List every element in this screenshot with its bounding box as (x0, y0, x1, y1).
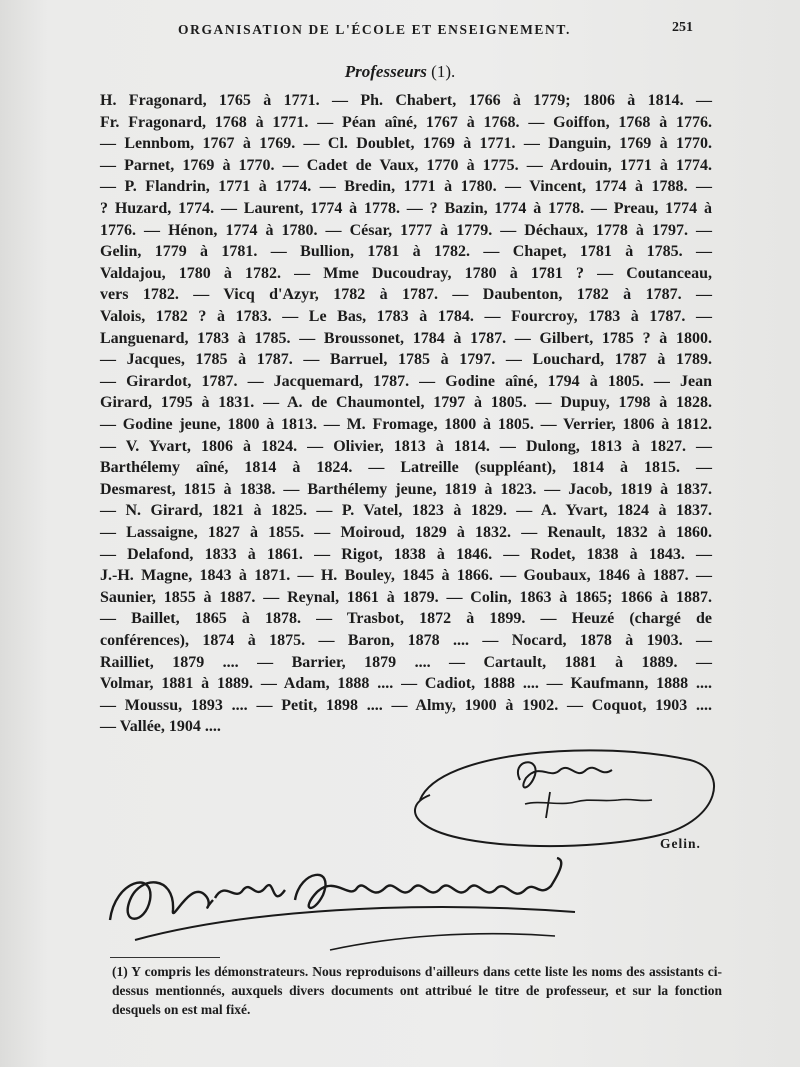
text-line: J.-H. Magne, 1843 à 1871. — H. Bouley, 1845 à 1866. — Goubaux, 1846 à 1887. — (100, 567, 712, 585)
footnote-reference: (1). (431, 62, 456, 81)
text-line: — Godine jeune, 1800 à 1813. — M. Fromage, 1800 à 1805. — Verrier, 1806 à 1812. (100, 416, 712, 433)
text-line: Valois, 1782 ? à 1783. — Le Bas, 1783 à 1784. — Fourcroy, 1783 à 1787. — (100, 308, 712, 325)
text-line: Valdajou, 1780 à 1782. — Mme Ducoudray, 1780 à 1781 ? — Coutanceau, (100, 264, 712, 282)
text-line: — N. Girard, 1821 à 1825. — P. Vatel, 1823 à 1829. — A. Yvart, 1824 à 1837. (100, 502, 712, 520)
text-line: ? Huzard, 1774. — Laurent, 1774 à 1778. — ? Bazin, 1774 à 1778. — Preau, 1774 à (100, 200, 712, 217)
page-number: 251 (672, 20, 693, 35)
text-line: — Jacques, 1785 à 1787. — Barruel, 1785 à 1797. — Louchard, 1787 à 1789. (100, 351, 712, 369)
text-line: Railliet, 1879 .... — Barrier, 1879 .... — Cartault, 1881 à 1889. — (100, 653, 712, 671)
text-line: Barthélemy aîné, 1814 à 1824. — Latreille (suppléant), 1814 à 1815. — (100, 459, 712, 477)
gelin-signature-image (400, 740, 720, 850)
text-line: H. Fragonard, 1765 à 1771. — Ph. Chabert, 1766 à 1779; 1806 à 1814. — (100, 92, 712, 109)
text-line: Fr. Fragonard, 1768 à 1771. — Péan aîné, 1767 à 1768. — Goiffon, 1768 à 1776. (100, 113, 712, 131)
text-line: Girard, 1795 à 1831. — A. de Chaumontel, 1797 à 1805. — Dupuy, 1798 à 1828. (100, 394, 712, 412)
text-line: — Baillet, 1865 à 1878. — Trasbot, 1872 à 1899. — Heuzé (chargé de (100, 610, 712, 628)
text-line: — Moussu, 1893 .... — Petit, 1898 .... — Almy, 1900 à 1902. — Coquot, 1903 .... (100, 696, 712, 714)
text-line: — P. Flandrin, 1771 à 1774. — Bredin, 1771 à 1780. — Vincent, 1774 à 1788. — (100, 178, 712, 196)
text-line: — Vallée, 1904 .... (100, 718, 221, 736)
footnote: (1) Y compris les démonstrateurs. Nous reproduisons d'ailleurs dans cette liste les noms des assistants ci-dessus mentionnés, auxquels divers documents ont attribué le titre de professeur, et sur la fonction desquels on est mal fixé. (112, 964, 722, 1017)
text-line: — Lassaigne, 1827 à 1855. — Moiroud, 1829 à 1832. — Renault, 1832 à 1860. (100, 524, 712, 541)
text-line: vers 1782. — Vicq d'Azyr, 1782 à 1787. — Daubenton, 1782 à 1787. — (100, 286, 712, 304)
text-line: 1776. — Hénon, 1774 à 1780. — César, 1777 à 1779. — Déchaux, 1778 à 1797. — (100, 221, 712, 239)
text-line: Volmar, 1881 à 1889. — Adam, 1888 .... — Cadiot, 1888 .... — Kaufmann, 1888 .... (100, 675, 712, 693)
text-line: — Girardot, 1787. — Jacquemard, 1787. — Godine aîné, 1794 à 1805. — Jean (100, 372, 712, 390)
chaumontel-signature-image (95, 840, 615, 960)
text-line: — V. Yvart, 1806 à 1824. — Olivier, 1813 à 1814. — Dulong, 1813 à 1827. — (100, 437, 712, 455)
text-line: Gelin, 1779 à 1781. — Bullion, 1781 à 1782. — Chapet, 1781 à 1785. — (100, 243, 712, 261)
text-line: Languenard, 1783 à 1785. — Broussonet, 1784 à 1787. — Gilbert, 1785 ? à 1800. (100, 329, 712, 347)
text-line: conférences), 1874 à 1875. — Baron, 1878 .... — Nocard, 1878 à 1903. — (100, 632, 712, 649)
footnote-rule (110, 957, 220, 958)
running-title: ORGANISATION DE L'ÉCOLE ET ENSEIGNEMENT. (178, 22, 571, 37)
text-line: Saunier, 1855 à 1887. — Reynal, 1861 à 1879. — Colin, 1863 à 1865; 1866 à 1887. (100, 588, 712, 606)
section-title (0, 62, 800, 82)
section-title-text: Professeurs (344, 62, 427, 81)
text-line: — Parnet, 1769 à 1770. — Cadet de Vaux, 1770 à 1775. — Ardouin, 1771 à 1774. (100, 156, 712, 174)
text-line: Desmarest, 1815 à 1838. — Barthélemy jeune, 1819 à 1823. — Jacob, 1819 à 1837. (100, 480, 712, 498)
text-line: — Lennbom, 1767 à 1769. — Cl. Doublet, 1769 à 1771. — Danguin, 1769 à 1770. (100, 135, 712, 153)
running-head (0, 22, 800, 42)
gelin-caption: Gelin. (660, 836, 701, 851)
text-line: — Delafond, 1833 à 1861. — Rigot, 1838 à 1846. — Rodet, 1838 à 1843. — (100, 545, 712, 563)
